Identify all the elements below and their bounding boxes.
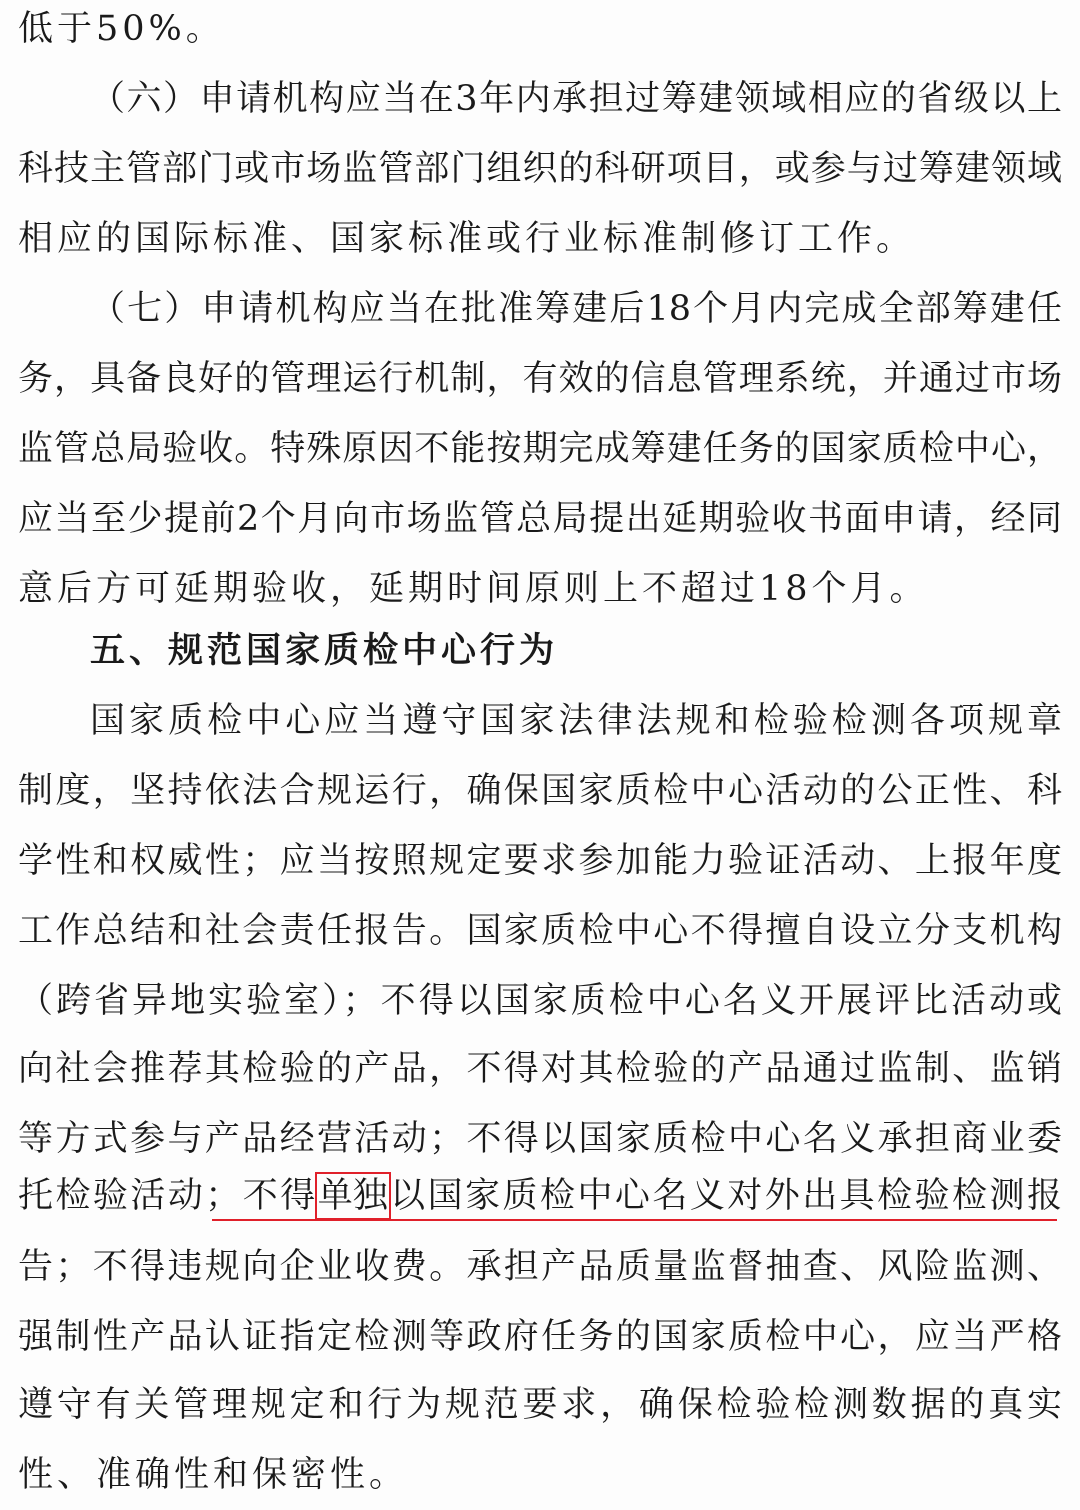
text-line: 科技主管部门或市场监管部门组织的科研项目，或参与过筹建领域 — [18, 149, 1062, 189]
text-line: （六）申请机构应当在3年内承担过筹建领域相应的省级以上 — [90, 79, 1062, 119]
text-line: 向社会推荐其检验的产品，不得对其检验的产品通过监制、监销 — [18, 1049, 1062, 1089]
text-line: 意后方可延期验收，延期时间原则上不超过18个月。 — [18, 569, 929, 609]
red-underline-annotation — [212, 1219, 1057, 1221]
text-line: 务，具备良好的管理运行机制，有效的信息管理系统，并通过市场 — [18, 359, 1062, 399]
text-line: 制度，坚持依法合规运行，确保国家质检中心活动的公正性、科 — [18, 771, 1062, 811]
line-prefix: 托检验活动； — [18, 1176, 241, 1216]
text-line: （七）申请机构应当在批准筹建后18个月内完成全部筹建任 — [90, 289, 1062, 329]
text-line: 相应的国际标准、国家标准或行业标准制修订工作。 — [18, 219, 916, 259]
text-line: 遵守有关管理规定和行为规范要求，确保检验检测数据的真实 — [18, 1385, 1062, 1425]
line-text-before-box: 不得 — [240, 1176, 318, 1216]
red-box-annotation: 单独 — [315, 1172, 391, 1220]
text-line: 低于50%。 — [18, 9, 225, 49]
text-line: 工作总结和社会责任报告。国家质检中心不得擅自设立分支机构 — [18, 911, 1062, 951]
text-line: 监管总局验收。特殊原因不能按期完成筹建任务的国家质检中心， — [18, 429, 1062, 469]
text-line: 国家质检中心应当遵守国家法律法规和检验检测各项规章 — [90, 701, 1062, 741]
highlighted-text-line — [18, 1172, 1062, 1220]
text-line: （跨省异地实验室）；不得以国家质检中心名义开展评比活动或 — [18, 981, 1062, 1021]
text-line: 性、准确性和保密性。 — [18, 1455, 409, 1495]
text-line: 等方式参与产品经营活动；不得以国家质检中心名义承担商业委 — [18, 1119, 1062, 1159]
text-line: 告；不得违规向企业收费。承担产品质量监督抽查、风险监测、 — [18, 1247, 1062, 1287]
text-line: 学性和权威性；应当按照规定要求参加能力验证活动、上报年度 — [18, 841, 1062, 881]
line-text-after-box: 以国家质检中心名义对外出具检验检测报 — [387, 1176, 1062, 1216]
section-heading: 五、规范国家质检中心行为 — [90, 631, 559, 671]
text-line: 应当至少提前2个月向市场监管总局提出延期验收书面申请，经同 — [18, 499, 1062, 539]
text-line: 强制性产品认证指定检测等政府任务的国家质检中心，应当严格 — [18, 1317, 1062, 1357]
